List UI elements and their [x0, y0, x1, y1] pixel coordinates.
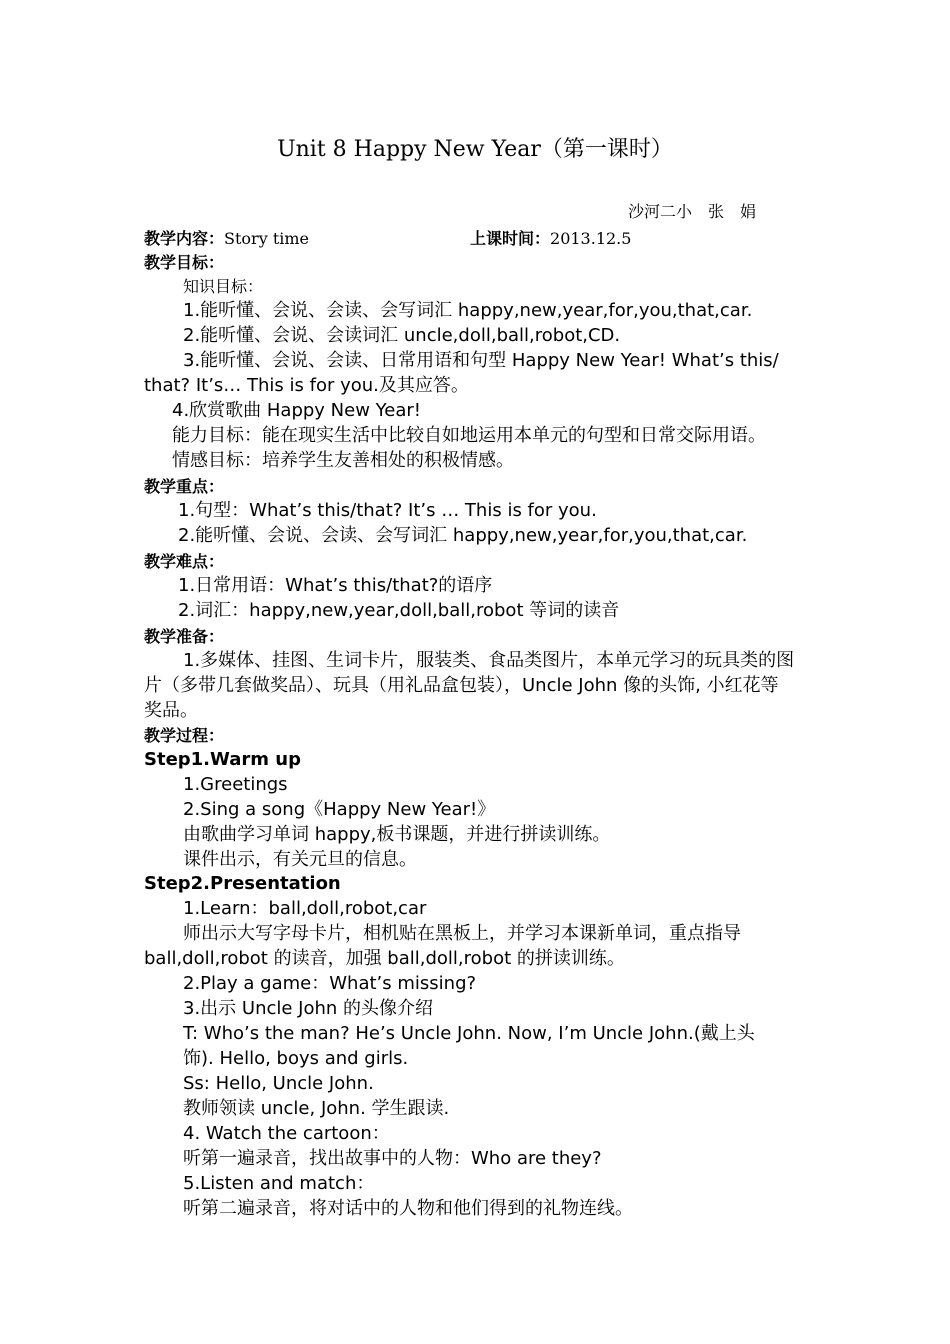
step-1-item-1: 1.Greetings	[183, 774, 288, 795]
key-points-heading: 教学重点：	[144, 477, 225, 496]
step-2-heading: Step2.Presentation	[144, 873, 341, 894]
content-value: Story time	[224, 229, 309, 248]
step-2-item-4: 3.出示 Uncle John 的头像介绍	[183, 998, 434, 1019]
step-2-item-6: 4. Watch the cartoon：	[183, 1123, 390, 1144]
step-1-item-2: 2.Sing a song《Happy New Year!》	[183, 799, 496, 820]
author-line: 沙河二小 张 娟	[628, 202, 757, 221]
step-1-heading: Step1.Warm up	[144, 749, 301, 770]
step-2-item-5: 教师领读 uncle, John. 学生跟读.	[183, 1098, 450, 1119]
time-value: 2013.12.5	[550, 229, 632, 248]
objective-1: 1.能听懂、会说、会读、会写词汇 happy,new,year,for,you,that,car.	[183, 300, 753, 321]
knowledge-heading: 知识目标：	[183, 277, 264, 296]
content-label: 教学内容：	[144, 229, 225, 248]
key-point-2: 2.能听懂、会说、会读、会写词汇 happy,new,year,for,you,that,car.	[178, 525, 748, 546]
step-2-dialogue-line-2: 饰). Hello, boys and girls.	[183, 1048, 409, 1069]
objective-2: 2.能听懂、会说、会读词汇 uncle,doll,ball,robot,CD.	[183, 325, 621, 346]
step-2-dialogue-line-3: Ss: Hello, Uncle John.	[183, 1073, 374, 1094]
step-1-item-3: 由歌曲学习单词 happy,板书课题，并进行拼读训练。	[183, 824, 611, 845]
difficult-point-1: 1.日常用语：What’s this/that?的语序	[178, 575, 493, 596]
objectives-heading: 教学目标：	[144, 253, 225, 272]
process-heading: 教学过程：	[144, 726, 225, 745]
ability-objective: 能力目标：能在现实生活中比较自如地运用本单元的句型和日常交际用语。	[172, 425, 766, 446]
step-2-item-9: 听第二遍录音，将对话中的人物和他们得到的礼物连线。	[183, 1198, 633, 1219]
objective-3-line-1: 3.能听懂、会说、会读、日常用语和句型 Happy New Year! What’s this/	[183, 350, 779, 371]
preparation-heading: 教学准备：	[144, 627, 225, 646]
objective-4: 4.欣赏歌曲 Happy New Year!	[172, 400, 421, 421]
step-2-item-3: 2.Play a game：What’s missing?	[183, 973, 477, 994]
time-line	[470, 226, 631, 251]
page-title: Unit 8 Happy New Year（第一课时）	[277, 137, 673, 162]
step-1-item-4: 课件出示，有关元旦的信息。	[183, 849, 417, 870]
content-line	[144, 226, 309, 251]
step-2-dialogue-line-1: T: Who’s the man? He’s Uncle John. Now, I’m Uncle John.(戴上头	[183, 1023, 755, 1044]
preparation-line-2: 片（多带几套做奖品）、玩具（用礼品盒包装），Uncle John 像的头饰, 小红花等	[144, 675, 779, 696]
step-2-item-2-line-1: 师出示大写字母卡片，相机贴在黑板上，并学习本课新单词，重点指导	[183, 923, 741, 944]
difficult-points-heading: 教学难点：	[144, 552, 225, 571]
difficult-point-2: 2.词汇：happy,new,year,doll,ball,robot 等词的读音	[178, 600, 620, 621]
key-point-1: 1.句型：What’s this/that? It’s … This is for you.	[178, 500, 597, 521]
step-2-item-8: 5.Listen and match：	[183, 1173, 375, 1194]
preparation-line-3: 奖品。	[144, 700, 198, 721]
time-label: 上课时间：	[470, 229, 551, 248]
emotion-objective: 情感目标：培养学生友善相处的积极情感。	[172, 450, 514, 471]
preparation-line-1: 1.多媒体、挂图、生词卡片，服装类、食品类图片，本单元学习的玩具类的图	[183, 650, 795, 671]
objective-3-line-2: that? It’s… This is for you.及其应答。	[144, 375, 469, 396]
step-2-item-1: 1.Learn：ball,doll,robot,car	[183, 898, 427, 919]
step-2-item-2-line-2: ball,doll,robot 的读音，加强 ball,doll,robot 的拼读训练。	[144, 948, 625, 969]
step-2-item-7: 听第一遍录音，找出故事中的人物：Who are they?	[183, 1148, 602, 1169]
